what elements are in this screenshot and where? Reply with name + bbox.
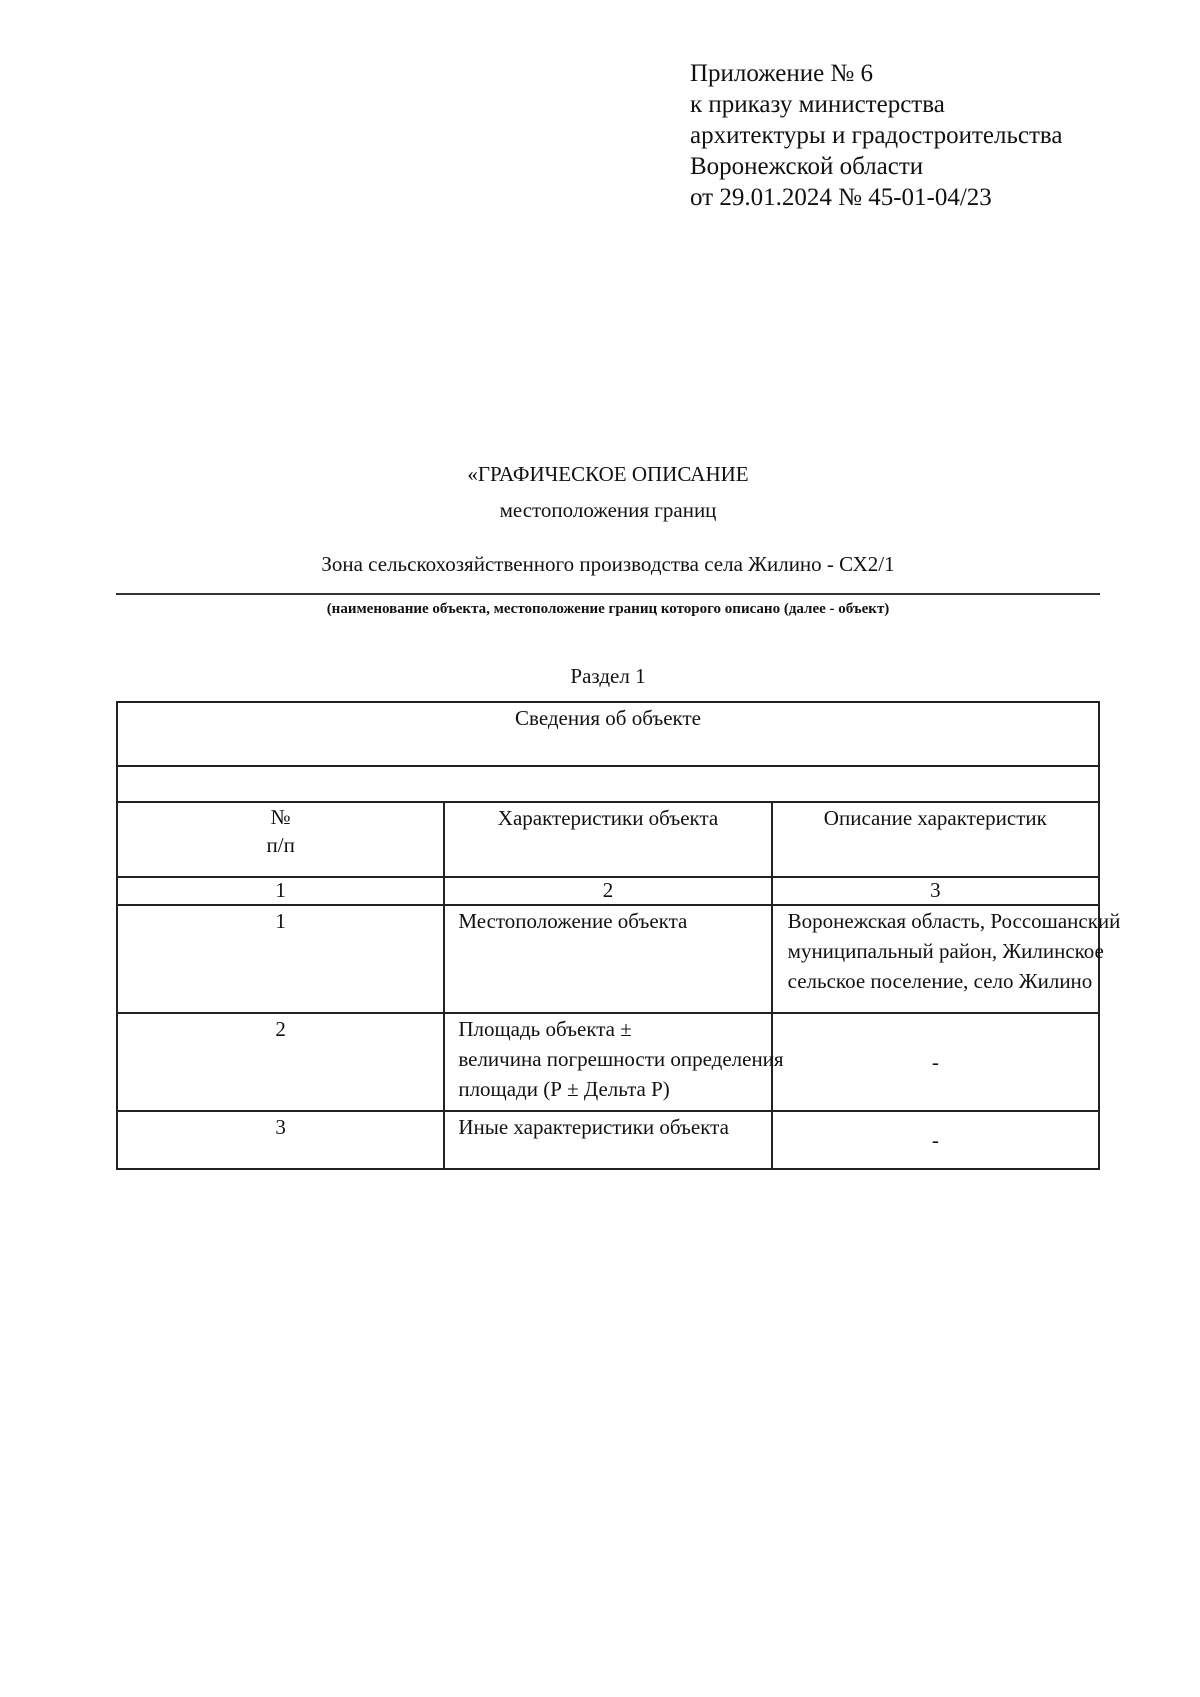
row-description: - (772, 1111, 1099, 1169)
row-number: 1 (117, 905, 444, 1013)
underline-divider (116, 593, 1100, 595)
row-number: 2 (117, 1013, 444, 1111)
table-title: Сведения об объекте (117, 702, 1099, 766)
column-number: 3 (772, 877, 1099, 905)
row-number: 3 (117, 1111, 444, 1169)
appendix-line: Воронежской области (690, 153, 924, 180)
description-line: сельское поселение, село Жилино (787, 969, 1093, 993)
appendix-line: Приложение № 6 (690, 60, 874, 87)
characteristic-line: Иные характеристики объекта (458, 1115, 729, 1139)
section-heading: Раздел 1 (570, 664, 646, 688)
description-line: муниципальный район, Жилинское (787, 939, 1104, 963)
row-characteristic (444, 905, 771, 1013)
object-info-table (116, 701, 1121, 1170)
document-subtitle: местоположения границ (499, 498, 717, 522)
characteristic-line: величина погрешности определения (458, 1047, 784, 1071)
characteristic-line: площади (Р ± Дельта Р) (458, 1077, 670, 1101)
characteristic-line: Местоположение объекта (458, 909, 688, 933)
empty-row (117, 766, 1099, 802)
column-number: 1 (117, 877, 444, 905)
table-row (117, 1013, 1099, 1111)
row-description (772, 905, 1121, 1013)
column-header-description: Описание характеристик (772, 802, 1099, 877)
object-name: Зона сельскохозяйственного производства села Жилино - СХ2/1 (321, 552, 895, 576)
appendix-line: архитектуры и градостроительства (690, 122, 1063, 149)
row-description: - (772, 1013, 1099, 1111)
column-number: 2 (444, 877, 771, 905)
table-row (117, 905, 1099, 1013)
column-header-number: № п/п (117, 802, 444, 877)
table-row (117, 1111, 1099, 1169)
appendix-block (690, 58, 1170, 213)
description-line: Воронежская область, Россошанский (787, 909, 1121, 933)
appendix-line: от 29.01.2024 № 45-01-04/23 (690, 184, 992, 211)
object-name-caption: (наименование объекта, местоположение границ которого описано (далее - объект) (326, 601, 890, 617)
appendix-line: к приказу министерства (690, 91, 945, 118)
row-characteristic (444, 1111, 771, 1169)
row-characteristic (444, 1013, 784, 1111)
document-title: «ГРАФИЧЕСКОЕ ОПИСАНИЕ (467, 462, 749, 486)
characteristic-line: Площадь объекта ± (458, 1017, 632, 1041)
column-header-characteristic: Характеристики объекта (444, 802, 771, 877)
